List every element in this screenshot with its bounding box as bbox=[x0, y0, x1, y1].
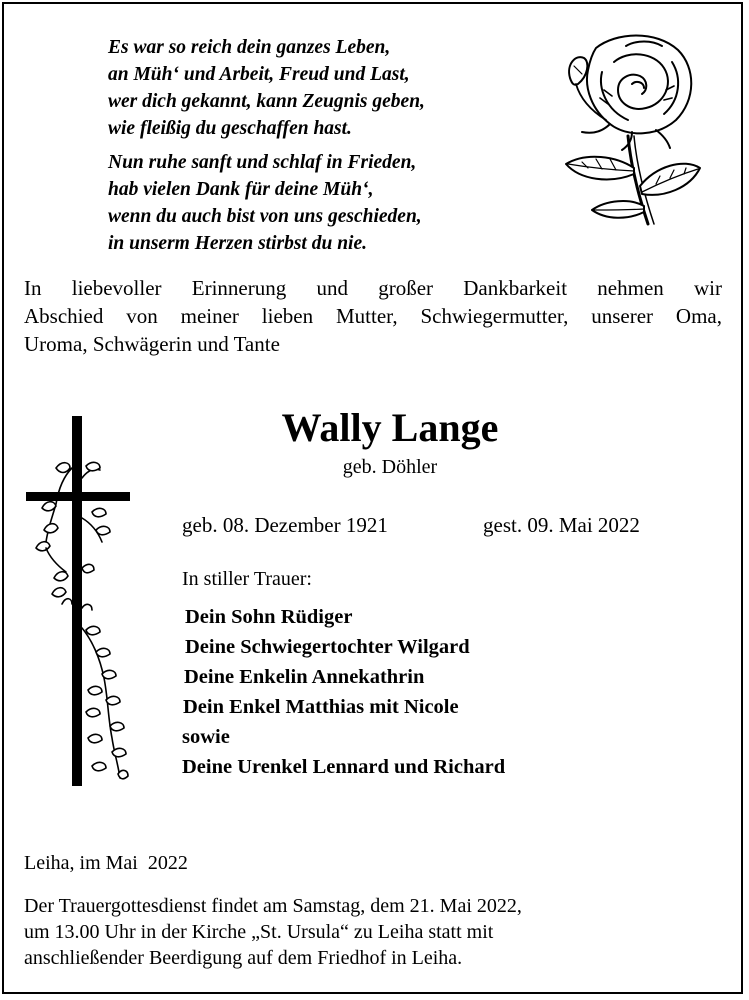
maiden-name: geb. Döhler bbox=[342, 456, 438, 478]
intro-line: Uroma, Schwägerin und Tante bbox=[24, 332, 280, 356]
deceased-name: Wally Lange bbox=[281, 405, 499, 450]
poem-line: in unserm Herzen stirbst du nie. bbox=[108, 233, 367, 254]
intro-line: In liebevoller Erinnerung und großer Dankbarkeit nehmen wir bbox=[24, 276, 722, 300]
poem-line: hab vielen Dank für deine Müh‘, bbox=[108, 179, 374, 200]
service-line: Der Trauergottesdienst findet am Samstag, dem 21. Mai 2022, bbox=[24, 895, 522, 917]
poem-stanza-2 bbox=[108, 149, 528, 257]
birth-date: geb. 08. Dezember 1921 bbox=[182, 513, 388, 537]
intro-line: Abschied von meiner lieben Mutter, Schwiegermutter, unserer Oma, bbox=[24, 304, 722, 328]
poem-line: an Müh‘ und Arbeit, Freud und Last, bbox=[108, 64, 410, 85]
funeral-service-info bbox=[24, 893, 724, 971]
poem-line: wer dich gekannt, kann Zeugnis geben, bbox=[108, 91, 425, 112]
service-line: anschließender Beerdigung auf dem Friedhof in Leiha. bbox=[24, 947, 463, 969]
poem-stanza-1 bbox=[108, 34, 528, 142]
mourners-list bbox=[182, 602, 662, 782]
death-date: gest. 09. Mai 2022 bbox=[483, 513, 640, 537]
mourner: Deine Schwiegertochter Wilgard bbox=[185, 636, 470, 658]
poem-line: Es war so reich dein ganzes Leben, bbox=[108, 37, 391, 58]
poem-line: Nun ruhe sanft und schlaf in Frieden, bbox=[108, 152, 417, 173]
poem-line: wie fleißig du geschaffen hast. bbox=[108, 118, 352, 139]
mourning-label: In stiller Trauer: bbox=[182, 568, 312, 590]
mourner: Deine Urenkel Lennard und Richard bbox=[182, 756, 506, 778]
mourner: Deine Enkelin Annekathrin bbox=[184, 666, 425, 688]
mourner: sowie bbox=[182, 726, 230, 748]
mourner: Dein Enkel Matthias mit Nicole bbox=[183, 696, 459, 718]
rose-icon bbox=[536, 28, 706, 228]
mourner: Dein Sohn Rüdiger bbox=[185, 606, 353, 628]
poem-line: wenn du auch bist von uns geschieden, bbox=[108, 206, 422, 227]
place-date: Leiha, im Mai 2022 bbox=[24, 852, 188, 874]
cross-with-vines-icon bbox=[22, 408, 142, 788]
service-line: um 13.00 Uhr in der Kirche „St. Ursula“ zu Leiha statt mit bbox=[24, 921, 494, 943]
intro-paragraph bbox=[24, 274, 722, 358]
